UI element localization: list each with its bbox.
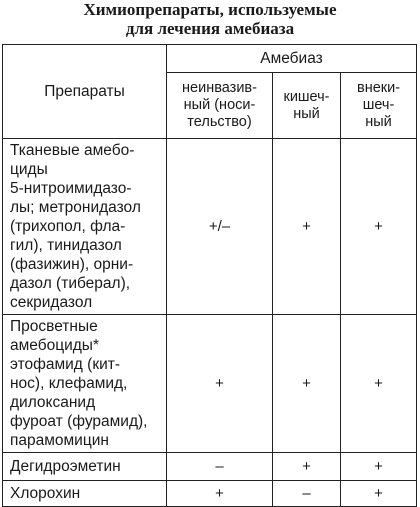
mark-noninvasive: +: [167, 315, 273, 453]
subheader-extraintestinal: внеки- шеч- ный: [341, 73, 417, 139]
mark-intestinal: +: [273, 315, 341, 453]
mark-extraintestinal: +: [341, 315, 417, 453]
amebiasis-drugs-table: [2, 44, 417, 507]
mark-noninvasive: +: [167, 481, 273, 507]
subheader-intestinal: кишеч- ный: [273, 73, 341, 139]
drug-name-cell: Дегидроэметин: [3, 453, 167, 481]
mark-noninvasive: –: [167, 453, 273, 481]
title-line-1: Химиопрепараты, используемые: [83, 0, 337, 19]
title-line-2: для лечения амебиаза: [125, 19, 295, 38]
header-row-1: [3, 45, 417, 73]
table-row: [3, 453, 417, 481]
table-title: [0, 0, 420, 44]
drugs-column-header: Препараты: [3, 45, 167, 139]
mark-extraintestinal: +: [341, 481, 417, 507]
mark-extraintestinal: +: [341, 139, 417, 315]
drug-name-cell: Хлорохин: [3, 481, 167, 507]
subheader-noninvasive: неинвазив- ный (носи- тельство): [167, 73, 273, 139]
mark-intestinal: –: [273, 481, 341, 507]
mark-intestinal: +: [273, 453, 341, 481]
amebiasis-group-header: Амебиаз: [167, 45, 417, 73]
mark-noninvasive: +/–: [167, 139, 273, 315]
table-row: [3, 139, 417, 315]
mark-extraintestinal: +: [341, 453, 417, 481]
drug-name-cell: Просветные амебоциды* этофамид (кит- нос), клефамид, дилоксанид фуроат (фурамид), парамомицин: [3, 315, 167, 453]
drug-name-cell: Тканевые амебо- циды 5-нитроимидазо- лы; метронидазол (трихопол, фла- гил), тинидазол (фазижин), орни- дазол (тиберал), секридазол: [3, 139, 167, 315]
mark-intestinal: +: [273, 139, 341, 315]
table-row: [3, 315, 417, 453]
table-row: [3, 481, 417, 507]
